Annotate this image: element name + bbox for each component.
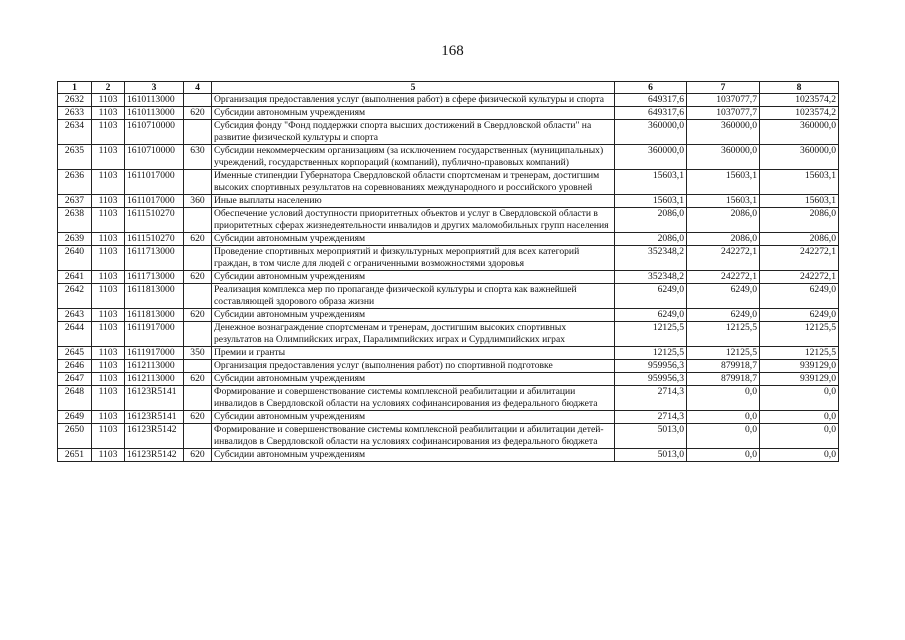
amount-col-8: 2086,0	[760, 208, 839, 233]
row-number: 2642	[58, 284, 92, 309]
table-row	[58, 360, 839, 373]
column-header: 1	[58, 82, 92, 94]
target-article-code: 1611917000	[125, 347, 184, 360]
amount-col-7: 242272,1	[687, 246, 760, 271]
target-article-code: 1611917000	[125, 322, 184, 347]
page-number: 168	[441, 43, 464, 59]
section-code: 1103	[92, 246, 125, 271]
amount-col-8: 6249,0	[760, 309, 839, 322]
amount-col-7: 6249,0	[687, 309, 760, 322]
table-row	[58, 246, 839, 271]
item-name: Субсидии некоммерческим организациям (за исключением государственных (муниципальных) учреждений, государственных корпораций (компаний), публично-правовых компаний)	[212, 145, 615, 170]
row-number: 2640	[58, 246, 92, 271]
item-name: Формирование и совершенствование системы комплексной реабилитации и абилитации детей-инвалидов в Свердловской области на условиях софинансирования из федерального бюджета	[212, 424, 615, 449]
amount-col-8: 12125,5	[760, 347, 839, 360]
amount-col-7: 0,0	[687, 449, 760, 462]
item-name: Субсидии автономным учреждениям	[212, 411, 615, 424]
item-name: Денежное вознаграждение спортсменам и тренерам, достигшим высоких спортивных результатов на Олимпийских играх, Паралимпийских играх и Сурдлимпийских играх	[212, 322, 615, 347]
table-row	[58, 424, 839, 449]
item-name: Иные выплаты населению	[212, 195, 615, 208]
target-article-code: 16123R5141	[125, 386, 184, 411]
section-code: 1103	[92, 373, 125, 386]
amount-col-7: 6249,0	[687, 284, 760, 309]
expense-type-code	[184, 386, 212, 411]
amount-col-8: 242272,1	[760, 246, 839, 271]
column-header: 8	[760, 82, 839, 94]
section-code: 1103	[92, 271, 125, 284]
row-number: 2636	[58, 170, 92, 195]
amount-col-7: 360000,0	[687, 120, 760, 145]
amount-col-6: 5013,0	[615, 449, 687, 462]
row-number: 2634	[58, 120, 92, 145]
item-name: Субсидии автономным учреждениям	[212, 449, 615, 462]
item-name: Субсидии автономным учреждениям	[212, 309, 615, 322]
row-number: 2645	[58, 347, 92, 360]
amount-col-8: 0,0	[760, 386, 839, 411]
section-code: 1103	[92, 233, 125, 246]
row-number: 2639	[58, 233, 92, 246]
row-number: 2632	[58, 94, 92, 107]
section-code: 1103	[92, 145, 125, 170]
amount-col-6: 2714,3	[615, 411, 687, 424]
amount-col-8: 0,0	[760, 411, 839, 424]
row-number: 2643	[58, 309, 92, 322]
expense-type-code	[184, 94, 212, 107]
amount-col-7: 15603,1	[687, 170, 760, 195]
item-name: Субсидии автономным учреждениям	[212, 107, 615, 120]
amount-col-7: 1037077,7	[687, 107, 760, 120]
table-row	[58, 145, 839, 170]
table-row	[58, 195, 839, 208]
amount-col-6: 2086,0	[615, 233, 687, 246]
target-article-code: 1612113000	[125, 360, 184, 373]
item-name: Субсидии автономным учреждениям	[212, 373, 615, 386]
amount-col-6: 12125,5	[615, 322, 687, 347]
amount-col-8: 2086,0	[760, 233, 839, 246]
expense-type-code: 620	[184, 449, 212, 462]
amount-col-7: 15603,1	[687, 195, 760, 208]
column-header: 2	[92, 82, 125, 94]
table-header-row	[58, 82, 839, 94]
target-article-code: 1611510270	[125, 233, 184, 246]
table-row	[58, 322, 839, 347]
table-row	[58, 386, 839, 411]
amount-col-8: 1023574,2	[760, 107, 839, 120]
target-article-code: 1610710000	[125, 145, 184, 170]
amount-col-7: 1037077,7	[687, 94, 760, 107]
item-name: Премии и гранты	[212, 347, 615, 360]
amount-col-6: 2714,3	[615, 386, 687, 411]
section-code: 1103	[92, 449, 125, 462]
amount-col-7: 2086,0	[687, 233, 760, 246]
amount-col-8: 15603,1	[760, 195, 839, 208]
amount-col-6: 15603,1	[615, 170, 687, 195]
target-article-code: 16123R5141	[125, 411, 184, 424]
amount-col-6: 2086,0	[615, 208, 687, 233]
section-code: 1103	[92, 195, 125, 208]
column-header: 6	[615, 82, 687, 94]
amount-col-6: 959956,3	[615, 373, 687, 386]
item-name: Обеспечение условий доступности приоритетных объектов и услуг в Свердловской области в приоритетных сферах жизнедеятельности инвалидов и других маломобильных групп населения	[212, 208, 615, 233]
row-number: 2651	[58, 449, 92, 462]
item-name: Организация предоставления услуг (выполнения работ) по спортивной подготовке	[212, 360, 615, 373]
target-article-code: 1611813000	[125, 284, 184, 309]
expense-type-code	[184, 360, 212, 373]
section-code: 1103	[92, 208, 125, 233]
row-number: 2635	[58, 145, 92, 170]
row-number: 2647	[58, 373, 92, 386]
expense-type-code	[184, 170, 212, 195]
amount-col-6: 360000,0	[615, 120, 687, 145]
expense-type-code	[184, 246, 212, 271]
section-code: 1103	[92, 322, 125, 347]
amount-col-7: 879918,7	[687, 373, 760, 386]
amount-col-8: 0,0	[760, 424, 839, 449]
expense-type-code	[184, 284, 212, 309]
row-number: 2633	[58, 107, 92, 120]
amount-col-6: 649317,6	[615, 94, 687, 107]
table-row	[58, 94, 839, 107]
row-number: 2641	[58, 271, 92, 284]
amount-col-8: 12125,5	[760, 322, 839, 347]
amount-col-6: 12125,5	[615, 347, 687, 360]
amount-col-8: 6249,0	[760, 284, 839, 309]
table-row	[58, 284, 839, 309]
amount-col-7: 0,0	[687, 411, 760, 424]
expense-type-code: 350	[184, 347, 212, 360]
item-name: Формирование и совершенствование системы комплексной реабилитации и абилитации инвалидов в Свердловской области на условиях софинансирования из федерального бюджета	[212, 386, 615, 411]
target-article-code: 1611017000	[125, 195, 184, 208]
expense-type-code: 620	[184, 233, 212, 246]
section-code: 1103	[92, 309, 125, 322]
item-name: Субсидия фонду "Фонд поддержки спорта высших достижений в Свердловской области" на развитие физической культуры и спорта	[212, 120, 615, 145]
amount-col-6: 959956,3	[615, 360, 687, 373]
row-number: 2637	[58, 195, 92, 208]
row-number: 2648	[58, 386, 92, 411]
column-header: 4	[184, 82, 212, 94]
target-article-code: 1611713000	[125, 271, 184, 284]
section-code: 1103	[92, 120, 125, 145]
amount-col-7: 360000,0	[687, 145, 760, 170]
target-article-code: 1612113000	[125, 373, 184, 386]
column-header: 5	[212, 82, 615, 94]
target-article-code: 1610113000	[125, 107, 184, 120]
item-name: Организация предоставления услуг (выполнения работ) в сфере физической культуры и спорта	[212, 94, 615, 107]
amount-col-7: 0,0	[687, 386, 760, 411]
row-number: 2638	[58, 208, 92, 233]
expense-type-code: 620	[184, 107, 212, 120]
column-header: 3	[125, 82, 184, 94]
amount-col-8: 1023574,2	[760, 94, 839, 107]
row-number: 2644	[58, 322, 92, 347]
item-name: Именные стипендии Губернатора Свердловской области спортсменам и тренерам, достигшим высоких спортивных результатов на соревнованиях международного и российского уровней	[212, 170, 615, 195]
expense-type-code	[184, 120, 212, 145]
expense-type-code: 360	[184, 195, 212, 208]
amount-col-7: 2086,0	[687, 208, 760, 233]
amount-col-8: 0,0	[760, 449, 839, 462]
target-article-code: 1611713000	[125, 246, 184, 271]
table-row	[58, 347, 839, 360]
row-number: 2650	[58, 424, 92, 449]
expense-type-code	[184, 208, 212, 233]
section-code: 1103	[92, 424, 125, 449]
expense-type-code	[184, 424, 212, 449]
amount-col-8: 939129,0	[760, 373, 839, 386]
item-name: Субсидии автономным учреждениям	[212, 233, 615, 246]
amount-col-7: 12125,5	[687, 347, 760, 360]
expense-type-code: 620	[184, 373, 212, 386]
table-row	[58, 309, 839, 322]
item-name: Проведение спортивных мероприятий и физкультурных мероприятий для всех категорий граждан, в том числе для людей с ограниченными возможностями здоровья	[212, 246, 615, 271]
section-code: 1103	[92, 411, 125, 424]
table-row	[58, 170, 839, 195]
amount-col-6: 6249,0	[615, 284, 687, 309]
expense-type-code: 620	[184, 271, 212, 284]
row-number: 2646	[58, 360, 92, 373]
target-article-code: 1611017000	[125, 170, 184, 195]
section-code: 1103	[92, 107, 125, 120]
section-code: 1103	[92, 94, 125, 107]
table-row	[58, 411, 839, 424]
amount-col-6: 360000,0	[615, 145, 687, 170]
amount-col-7: 242272,1	[687, 271, 760, 284]
expense-type-code: 630	[184, 145, 212, 170]
table-row	[58, 449, 839, 462]
amount-col-7: 879918,7	[687, 360, 760, 373]
amount-col-6: 6249,0	[615, 309, 687, 322]
amount-col-8: 360000,0	[760, 145, 839, 170]
item-name: Субсидии автономным учреждениям	[212, 271, 615, 284]
amount-col-8: 15603,1	[760, 170, 839, 195]
amount-col-6: 352348,2	[615, 271, 687, 284]
table-row	[58, 373, 839, 386]
table-row	[58, 271, 839, 284]
amount-col-8: 242272,1	[760, 271, 839, 284]
section-code: 1103	[92, 284, 125, 309]
amount-col-7: 0,0	[687, 424, 760, 449]
amount-col-6: 352348,2	[615, 246, 687, 271]
target-article-code: 1610710000	[125, 120, 184, 145]
amount-col-6: 15603,1	[615, 195, 687, 208]
expense-type-code: 620	[184, 309, 212, 322]
budget-table	[57, 81, 839, 462]
target-article-code: 1611813000	[125, 309, 184, 322]
expense-type-code: 620	[184, 411, 212, 424]
column-header: 7	[687, 82, 760, 94]
amount-col-6: 649317,6	[615, 107, 687, 120]
amount-col-7: 12125,5	[687, 322, 760, 347]
amount-col-8: 360000,0	[760, 120, 839, 145]
target-article-code: 1611510270	[125, 208, 184, 233]
item-name: Реализация комплекса мер по пропаганде физической культуры и спорта как важнейшей составляющей здорового образа жизни	[212, 284, 615, 309]
section-code: 1103	[92, 347, 125, 360]
table-row	[58, 208, 839, 233]
section-code: 1103	[92, 360, 125, 373]
row-number: 2649	[58, 411, 92, 424]
target-article-code: 1610113000	[125, 94, 184, 107]
expense-type-code	[184, 322, 212, 347]
amount-col-8: 939129,0	[760, 360, 839, 373]
amount-col-6: 5013,0	[615, 424, 687, 449]
section-code: 1103	[92, 170, 125, 195]
section-code: 1103	[92, 386, 125, 411]
target-article-code: 16123R5142	[125, 424, 184, 449]
table-row	[58, 107, 839, 120]
table-row	[58, 233, 839, 246]
table-row	[58, 120, 839, 145]
target-article-code: 16123R5142	[125, 449, 184, 462]
